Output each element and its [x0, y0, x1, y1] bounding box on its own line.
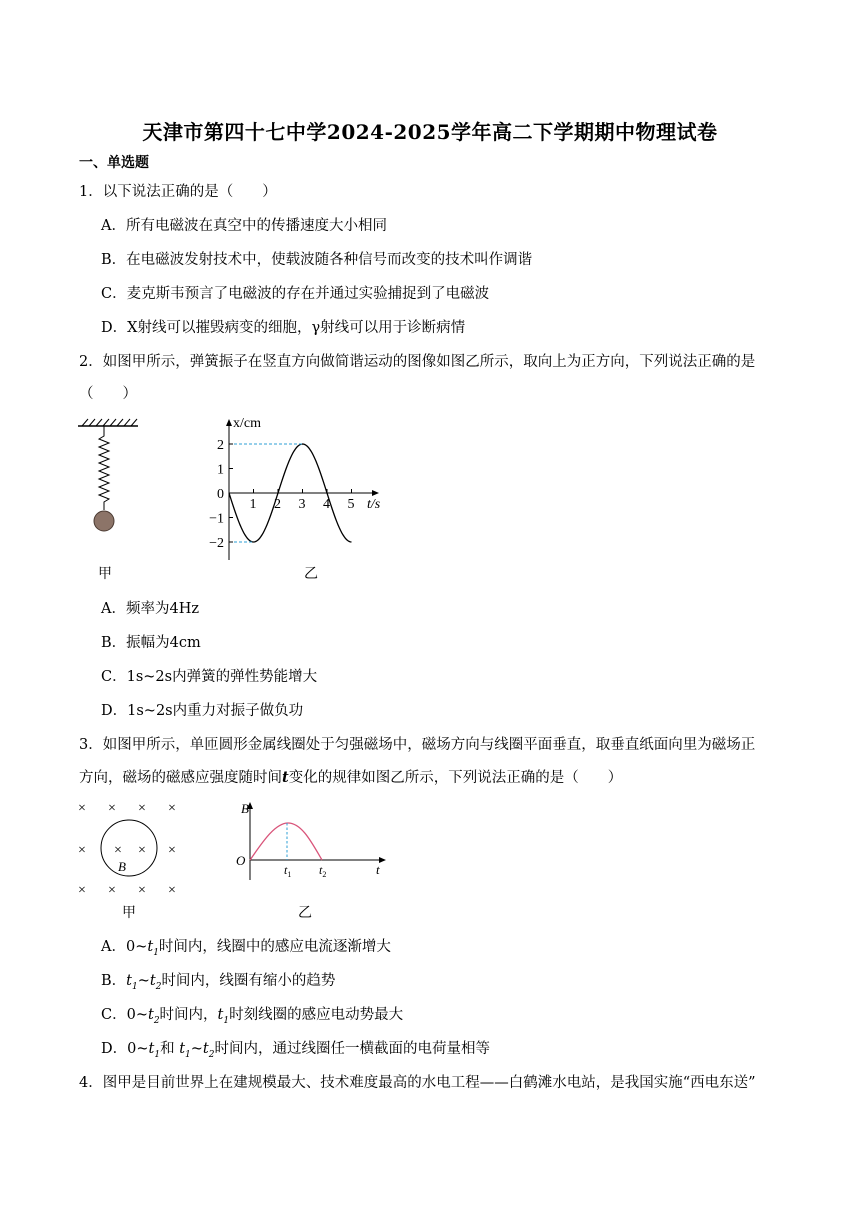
t1-label: $t_1$: [284, 863, 292, 879]
x-axis-label: t/s: [367, 497, 381, 512]
question-1-option-b: B．在电磁波发射技术中，使载波随各种信号而改变的技术叫作调谐: [101, 252, 533, 268]
y-tick-label: 2: [217, 438, 224, 453]
question-1-option-d: D．X射线可以摧毁病变的细胞，γ射线可以用于诊断病情: [101, 320, 466, 336]
ceiling-hatch: [82, 419, 137, 426]
field-cross-mark: ×: [138, 883, 146, 898]
y-tick-label: −2: [209, 536, 224, 551]
field-cross-mark: ×: [78, 883, 86, 898]
figure-label-jia-2: 甲: [122, 905, 136, 921]
field-cross-mark: ×: [108, 801, 116, 816]
y-axis-label: x/cm: [233, 416, 261, 431]
field-cross-mark: ×: [114, 843, 122, 858]
x-tick-label: 1: [249, 497, 257, 512]
origin-label: O: [236, 853, 246, 868]
coil-field-label: B: [118, 859, 126, 874]
field-cross-mark: ×: [138, 801, 146, 816]
coil-in-field-figure: [74, 798, 186, 900]
question-3-option-b: B．$t_1\sim t_2$时间内，线圈有缩小的趋势: [101, 973, 336, 992]
bt-graph: [230, 798, 390, 884]
question-1-option-c: C．麦克斯韦预言了电磁波的存在并通过实验捕捉到了电磁波: [101, 286, 490, 302]
b-axis-label: B: [241, 801, 249, 816]
b-curve: [250, 823, 322, 860]
figure-label-yi: 乙: [304, 566, 318, 582]
question-1-stem: 1．以下说法正确的是（ ）: [79, 184, 277, 200]
field-cross-mark: ×: [168, 883, 176, 898]
question-3-stem-line1: 3．如图甲所示，单匝圆形金属线圈处于匀强磁场中，磁场方向与线圈平面垂直，取垂直纸面向里为磁场正: [79, 737, 756, 753]
spring-coil: [99, 426, 109, 510]
question-3-stem-line2: 方向，磁场的磁感应强度随时间t变化的规律如图乙所示，下列说法正确的是（ ）: [79, 769, 623, 786]
question-4-stem-line1: 4．图甲是目前世界上在建规模最大、技术难度最高的水电工程——白鹤滩水电站，是我国实施“西电东送”: [79, 1075, 756, 1091]
x-tick-label: 2: [274, 497, 281, 512]
question-2-option-d: D．1s~2s内重力对振子做负功: [101, 703, 304, 719]
metal-coil: [101, 820, 157, 876]
spring-oscillator-figure: [76, 418, 142, 538]
t-axis-label: t: [376, 862, 380, 877]
figure-label-jia: 甲: [98, 566, 112, 582]
page-title: 天津市第四十七中学2024-2025学年高二下学期期中物理试卷: [142, 120, 718, 144]
field-cross-mark: ×: [138, 843, 146, 858]
field-cross-mark: ×: [168, 801, 176, 816]
section-heading: 一、单选题: [79, 155, 149, 171]
question-2-option-c: C．1s~2s内弹簧的弹性势能增大: [101, 669, 318, 685]
question-3-option-a: A．$0\sim t_1$时间内，线圈中的感应电流逐渐增大: [101, 939, 391, 958]
field-cross-mark: ×: [78, 843, 86, 858]
y-tick-label: −1: [209, 511, 224, 527]
x-tick-label: 4: [323, 497, 330, 512]
question-3-option-d: D．$0\sim t_1$和 $t_1\sim t_2$时间内，通过线圈任一横截面的电荷量相等: [101, 1041, 490, 1060]
x-tick-label: 5: [347, 497, 355, 512]
y-tick-label: 1: [217, 462, 224, 478]
question-3-option-c: C．$0\sim t_2$时间内，$t_1$时刻线圈的感应电动势最大: [101, 1007, 404, 1026]
t2-label: $t_2$: [319, 863, 327, 879]
oscillator-ball: [94, 511, 114, 531]
question-2-stem-line2: （ ）: [79, 386, 137, 402]
figure-label-yi-2: 乙: [298, 905, 312, 921]
question-1-option-a: A．所有电磁波在真空中的传播速度大小相同: [101, 218, 387, 234]
x-tick-label: 3: [298, 497, 306, 512]
question-2-stem-line1: 2．如图甲所示，弹簧振子在竖直方向做简谐运动的图像如图乙所示，取向上为正方向，下列说法正确的是: [79, 354, 756, 370]
field-cross-mark: ×: [168, 843, 176, 858]
field-cross-mark: ×: [108, 883, 116, 898]
xt-graph: [196, 410, 396, 565]
y-tick-label: 0: [217, 487, 224, 502]
field-cross-mark: ×: [78, 801, 86, 816]
question-2-option-a: A．频率为4Hz: [101, 601, 199, 617]
question-2-option-b: B．振幅为4cm: [101, 635, 201, 651]
